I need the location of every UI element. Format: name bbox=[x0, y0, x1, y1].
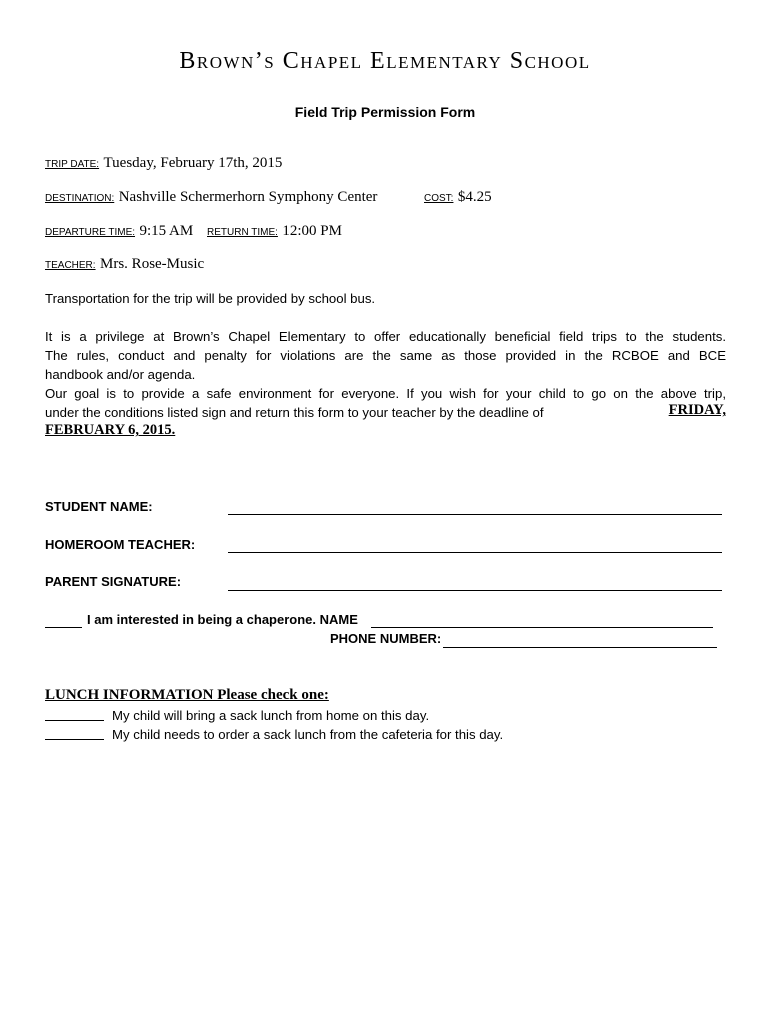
form-title: Field Trip Permission Form bbox=[294, 104, 476, 120]
destination-row bbox=[45, 188, 377, 206]
lunch-option-2: My child needs to order a sack lunch from the cafeteria for this day. bbox=[112, 727, 504, 742]
phone-number-label: PHONE NUMBER: bbox=[330, 631, 442, 646]
body-line-1: It is a privilege at Brown’s Chapel Elementary to offer educationally beneficial field trips to the students. bbox=[45, 329, 726, 344]
return-row bbox=[207, 222, 342, 240]
school-name: Brown’s Chapel Elementary School bbox=[179, 48, 591, 74]
lunch-option-1: My child will bring a sack lunch from home on this day. bbox=[112, 708, 430, 723]
lunch-option-2-check-line[interactable] bbox=[45, 739, 104, 740]
trip-date-value: Tuesday, February 17th, 2015 bbox=[103, 155, 283, 171]
body-line-3: handbook and/or agenda. bbox=[45, 367, 196, 382]
transportation-note: Transportation for the trip will be provided by school bus. bbox=[45, 291, 376, 306]
deadline-date: FEBRUARY 6, 2015. bbox=[45, 422, 176, 438]
lunch-heading: LUNCH INFORMATION Please check one: bbox=[45, 687, 329, 703]
teacher-row bbox=[45, 255, 204, 273]
trip-date-label: TRIP DATE: bbox=[45, 159, 100, 170]
homeroom-teacher-label: HOMEROOM TEACHER: bbox=[45, 537, 196, 552]
homeroom-teacher-line[interactable] bbox=[228, 552, 722, 553]
parent-signature-label: PARENT SIGNATURE: bbox=[45, 574, 182, 589]
destination-value: Nashville Schermerhorn Symphony Center bbox=[118, 189, 378, 205]
body-line-2: The rules, conduct and penalty for violations are the same as those provided in the RCBOE and BCE bbox=[45, 348, 726, 363]
teacher-label: TEACHER: bbox=[45, 260, 96, 271]
phone-number-line[interactable] bbox=[443, 647, 717, 648]
teacher-value: Mrs. Rose-Music bbox=[100, 256, 205, 272]
chaperone-label: I am interested in being a chaperone. NAME bbox=[87, 612, 358, 627]
cost-row bbox=[424, 188, 492, 206]
body-line-4: Our goal is to provide a safe environment for everyone. If you wish for your child to go on the above trip, bbox=[45, 386, 726, 401]
chaperone-name-line[interactable] bbox=[371, 627, 713, 628]
return-label: RETURN TIME: bbox=[207, 227, 278, 238]
cost-label: COST: bbox=[424, 193, 454, 204]
cost-value: $4.25 bbox=[457, 189, 492, 205]
return-value: 12:00 PM bbox=[282, 223, 342, 239]
departure-row bbox=[45, 222, 193, 240]
deadline-day: FRIDAY, bbox=[668, 402, 726, 418]
body-line-5: under the conditions listed sign and return this form to your teacher by the deadline of bbox=[45, 405, 544, 420]
lunch-option-1-check-line[interactable] bbox=[45, 720, 104, 721]
student-name-label: STUDENT NAME: bbox=[45, 499, 153, 514]
departure-label: DEPARTURE TIME: bbox=[45, 227, 136, 238]
parent-signature-line[interactable] bbox=[228, 590, 722, 591]
trip-date-row bbox=[45, 154, 282, 172]
destination-label: DESTINATION: bbox=[45, 193, 115, 204]
departure-value: 9:15 AM bbox=[139, 223, 194, 239]
student-name-line[interactable] bbox=[228, 514, 722, 515]
chaperone-check-line[interactable] bbox=[45, 627, 82, 628]
